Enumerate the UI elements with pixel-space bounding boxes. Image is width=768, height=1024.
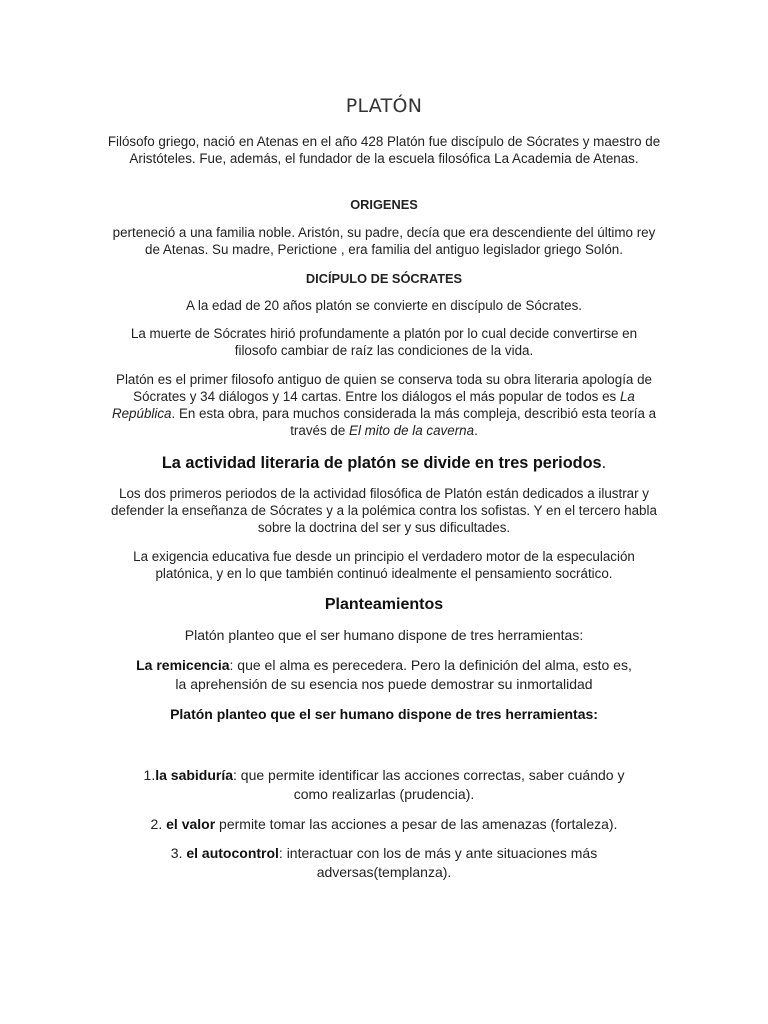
discipulo-heading: DICÍPULO DE SÓCRATES: [305, 271, 463, 286]
list-item-1-text: : que permite identificar las acciones correctas, saber cuándo y como realizarlas (prudencia).: [233, 767, 625, 802]
planteamientos-paragraph-1: Platón planteo que el ser humano dispone de tres herramientas:: [184, 627, 584, 643]
list-item-1: [130, 766, 638, 804]
list-item-1-term: la sabiduría: [155, 767, 234, 783]
planteamientos-bold-paragraph: Platón planteo que el ser humano dispone de tres herramientas:: [170, 706, 598, 722]
p3-text-a: Platón es el primer filosofo antiguo de quien se conserva toda su obra literaria apología de Sócrates y 34 diálogos y 14 cartas. Entre los diálogos el más popular de todos es: [116, 372, 652, 404]
actividad-heading-text: La actividad literaria de platón se divide en tres periodos: [161, 454, 602, 472]
list-item-3-term: el autocontrol: [186, 845, 279, 861]
list-item-2: [120, 815, 648, 834]
discipulo-paragraph-3: [102, 371, 666, 439]
actividad-heading-period: .: [601, 454, 607, 472]
discipulo-paragraph-2: La muerte de Sócrates hirió profundamente a platón por lo cual decide convertirse en filosofo cambiar de raíz las condiciones de la vida.: [130, 326, 638, 358]
intro-paragraph: Filósofo griego, nació en Atenas en el año 428 Platón fue discípulo de Sócrates y maestro de Aristóteles. Fue, además, el fundador de la escuela filosófica La Academia de Atenas.: [107, 134, 661, 166]
actividad-heading: [40, 452, 728, 474]
discipulo-paragraph-1: A la edad de 20 años platón se convierte en discípulo de Sócrates.: [185, 298, 583, 313]
p3-text-b: . En esta obra, para muchos considerada la más compleja, describió esta teoría a través de: [171, 406, 657, 438]
actividad-paragraph-1: Los dos primeros periodos de la actividad filosófica de Platón están dedicados a ilustrar y defender la enseñanza de Sócrates y a la polémica contra los sofistas. Y en el tercero habla sobre la doctrina del ser y sus dificultades.: [111, 486, 657, 535]
list-item-3-text: : interactuar con los de más y ante situaciones más adversas(templanza).: [278, 845, 598, 880]
mito-caverna-title: El mito de la caverna: [349, 423, 475, 438]
list-item-2-number: 2.: [150, 816, 167, 832]
origenes-heading: ORIGENES: [350, 197, 418, 212]
list-item-3: [160, 844, 608, 882]
list-item-2-term: el valor: [166, 816, 216, 832]
p3-text-c: .: [474, 423, 478, 438]
remicencia-paragraph: [130, 656, 638, 694]
actividad-paragraph-2: La exigencia educativa fue desde un principio el verdadero motor de la especulación platónica, y en lo que también continuó idealmente el pensamiento socrático.: [133, 549, 635, 581]
remicencia-text: : que el alma es perecedera. Pero la definición del alma, esto es, la aprehensión de su esencia nos puede demostrar su inmortalidad: [175, 657, 632, 692]
planteamientos-heading: Planteamientos: [324, 596, 444, 613]
list-item-1-number: 1.: [143, 767, 156, 783]
republica-title: La República: [111, 389, 635, 421]
remicencia-term: La remicencia: [136, 657, 230, 673]
list-item-2-text: permite tomar las acciones a pesar de las amenazas (fortaleza).: [215, 816, 618, 832]
origenes-paragraph: perteneció a una familia noble. Aristón, su padre, decía que era descendiente del último rey de Atenas. Su madre, Perictione , era familia del antiguo legislador griego Solón.: [112, 225, 656, 257]
list-item-3-number: 3.: [170, 845, 187, 861]
document-title: PLATÓN: [345, 95, 423, 117]
